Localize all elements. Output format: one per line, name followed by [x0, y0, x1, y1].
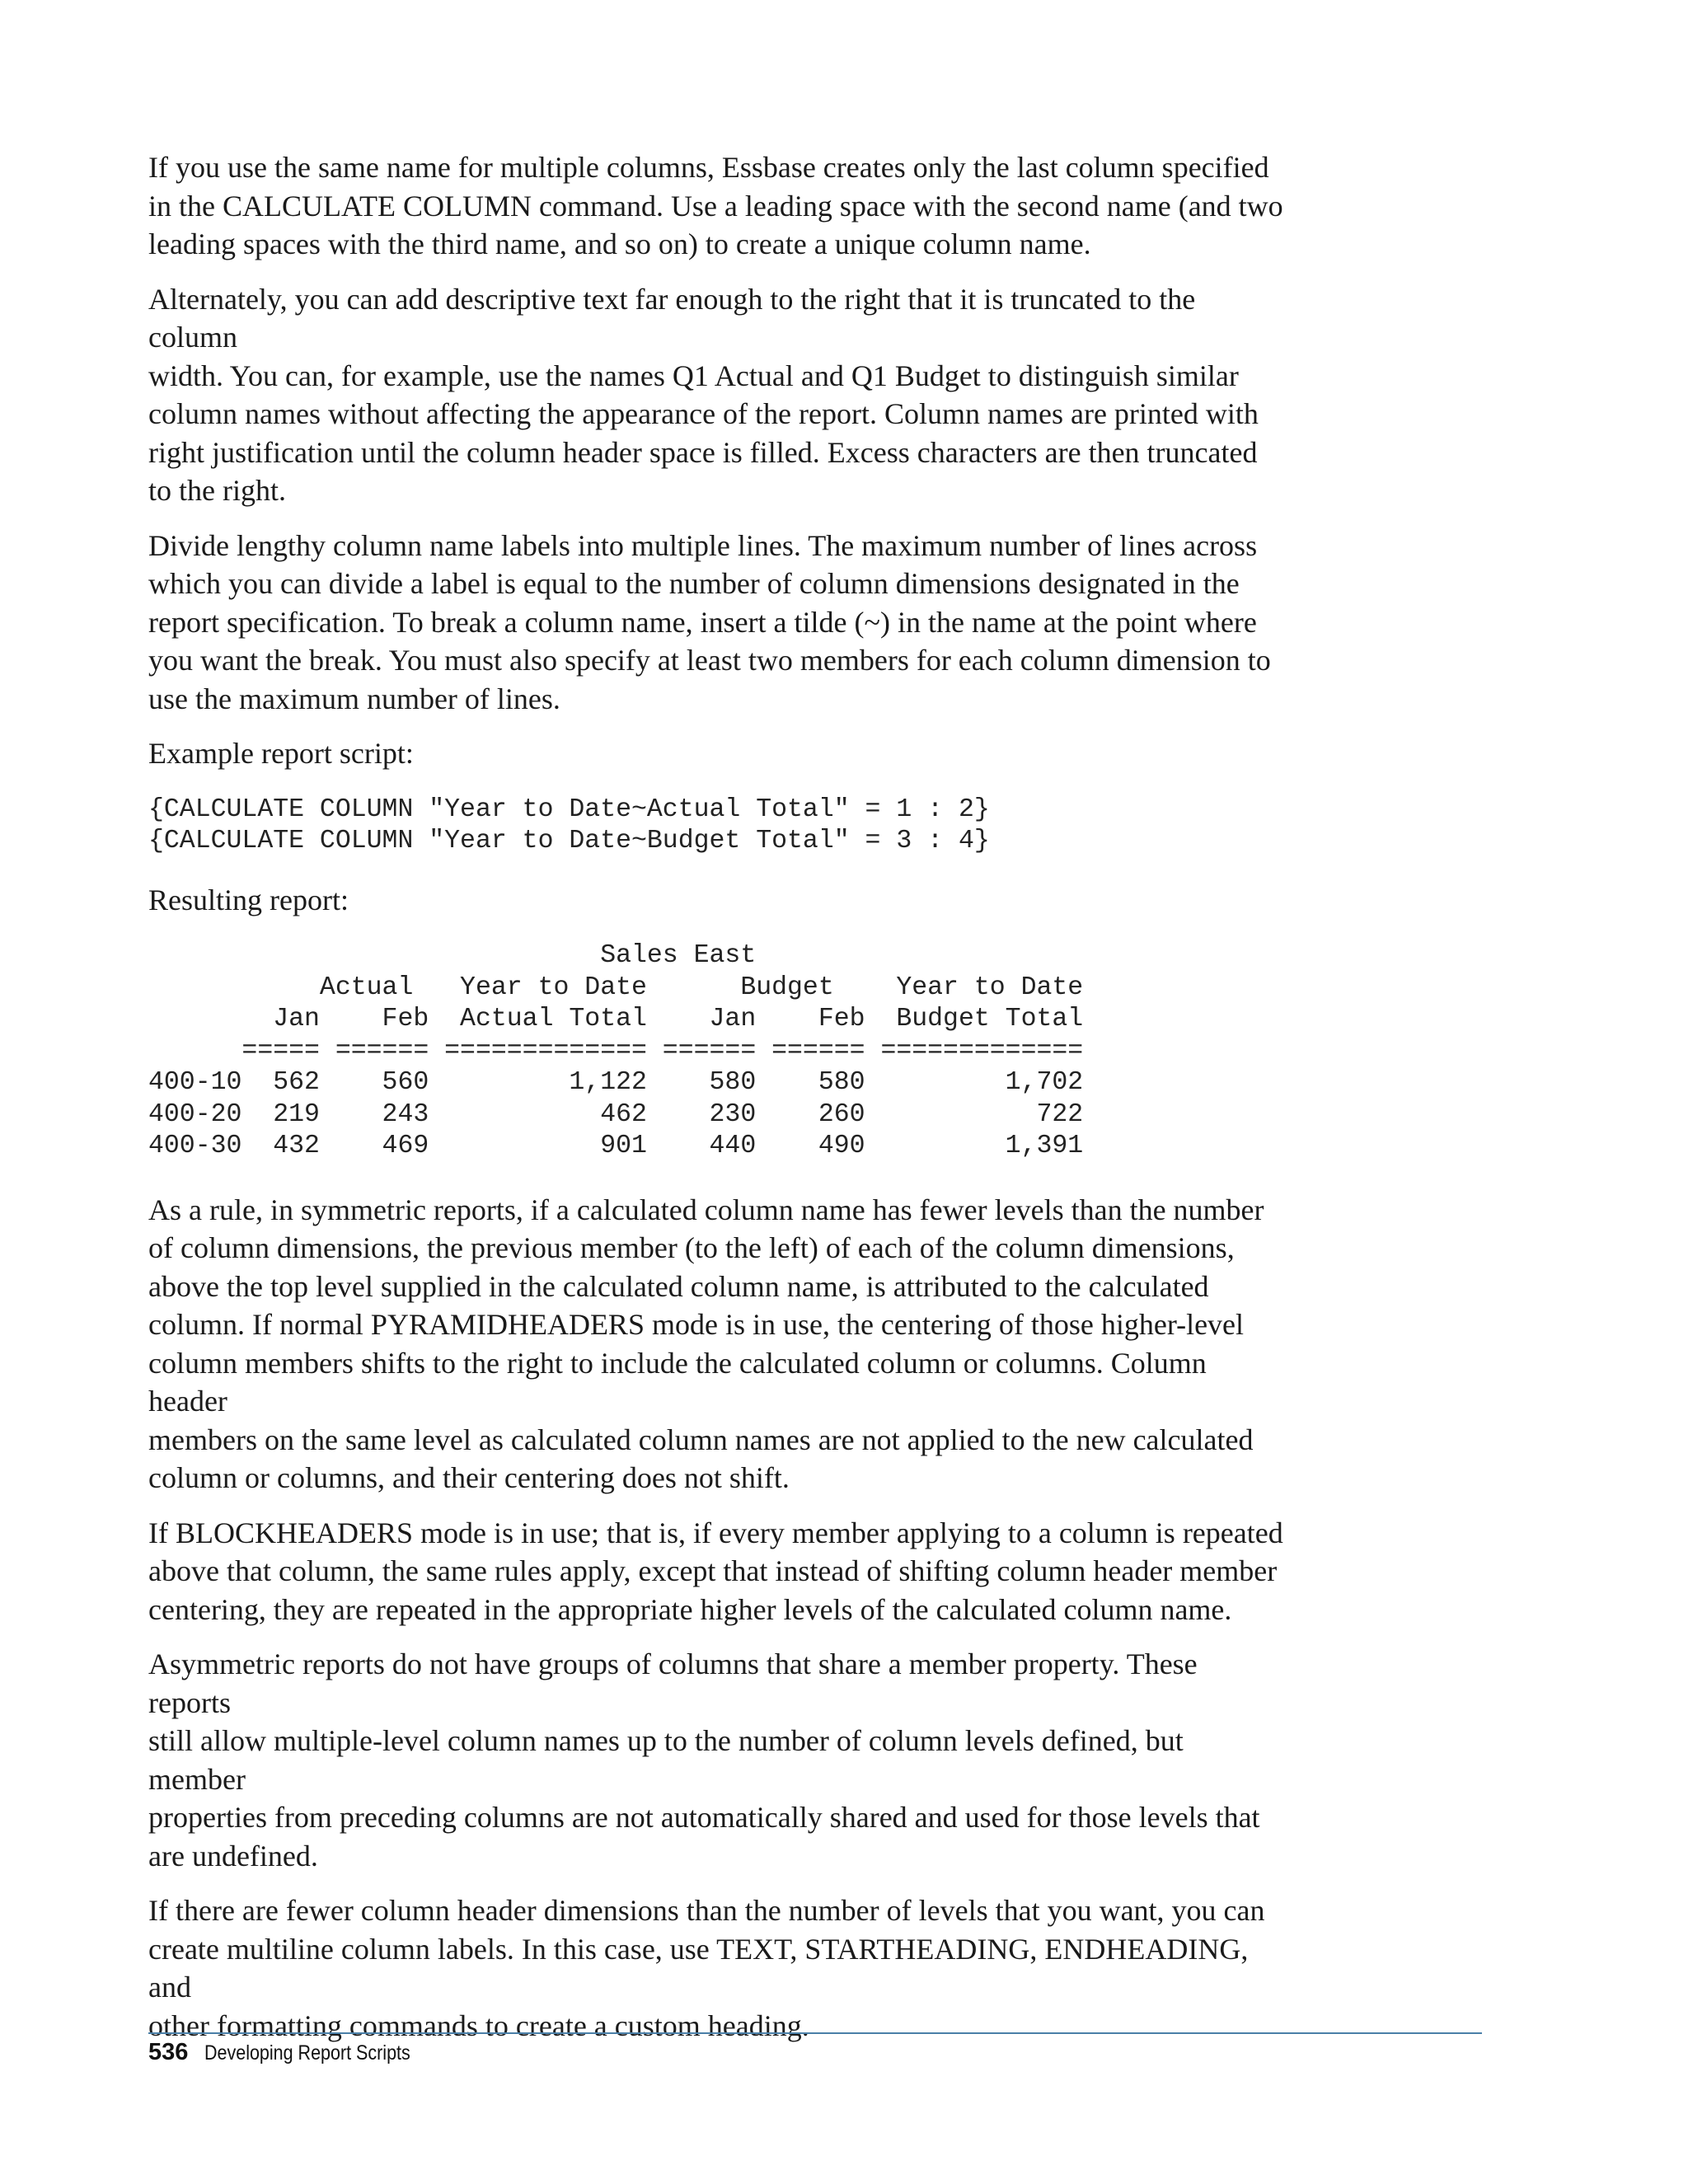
page-footer [148, 2039, 444, 2066]
resulting-report-output: Sales East Actual Year to Date Budget Year to Date Jan Feb Actual Total Jan Feb Budget Total ===== ====== ============= ====== ====== ============= 400-10 562 560 1,122 580 580 1,702 400-20 219 243 462 230 260 722 400-30 432 469 901 440 490 1,391 [148, 941, 1084, 1160]
page-body [148, 148, 1286, 2061]
example-script-code: {CALCULATE COLUMN "Year to Date~Actual Total" = 1 : 2} {CALCULATE COLUMN "Year to Date~Budget Total" = 3 : 4} [148, 794, 990, 855]
paragraph-divide-labels: Divide lengthy column name labels into multiple lines. The maximum number of lines across which you can divide a label is equal to the number of column dimensions designated in the report specification. To break a column name, insert a tilde (~) in the name at the point where you want the break. You must also specify at least two members for each column dimension to use the maximum number of lines. [148, 528, 1271, 715]
paragraph-descriptive-text: Alternately, you can add descriptive text far enough to the right that it is truncated to the column width. You can, for example, use the names Q1 Actual and Q1 Budget to distinguish similar column names without affecting the appearance of the report. Column names are printed with right justification until the column header space is filled. Excess characters are then truncated to the right. [148, 282, 1259, 507]
page-number: 536 [148, 2039, 189, 2065]
resulting-report-label: Resulting report: [148, 883, 349, 916]
paragraph-symmetric-reports: As a rule, in symmetric reports, if a calculated column name has fewer levels than the number of column dimensions, the previous member (to the left) of each of the column dimensions, above the top level supplied in the calculated column name, is attributed to the calculated column. If normal PYRAMIDHEADERS mode is in use, the centering of those higher-level column members shifts to the right to include the calculated column or columns. Column header members on the same level as calculated column names are not applied to the new calculated column or columns, and their centering does not shift. [148, 1193, 1264, 1494]
example-script-label: Example report script: [148, 737, 414, 770]
footer-divider [148, 2032, 1482, 2034]
paragraph-blockheaders: If BLOCKHEADERS mode is in use; that is, if every member applying to a column is repeated above that column, the same rules apply, except that instead of shifting column header member centering, they are repeated in the appropriate higher levels of the calculated column name. [148, 1516, 1283, 1626]
paragraph-same-name-columns: If you use the same name for multiple columns, Essbase creates only the last column specified in the CALCULATE COLUMN command. Use a leading space with the second name (and two leading spaces with the third name, and so on) to create a unique column name. [148, 151, 1283, 260]
paragraph-multiline-labels: If there are fewer column header dimensions than the number of levels that you want, you can create multiline column labels. In this case, use TEXT, STARTHEADING, ENDHEADING, and other formatting commands to create a custom heading. [148, 1894, 1265, 2042]
paragraph-asymmetric-reports: Asymmetric reports do not have groups of columns that share a member property. These reports still allow multiple-level column names up to the number of column levels defined, but member properties from preceding columns are not automatically shared and used for those levels that are undefined. [148, 1647, 1260, 1872]
footer-section-title: Developing Report Scripts [204, 2041, 411, 2064]
